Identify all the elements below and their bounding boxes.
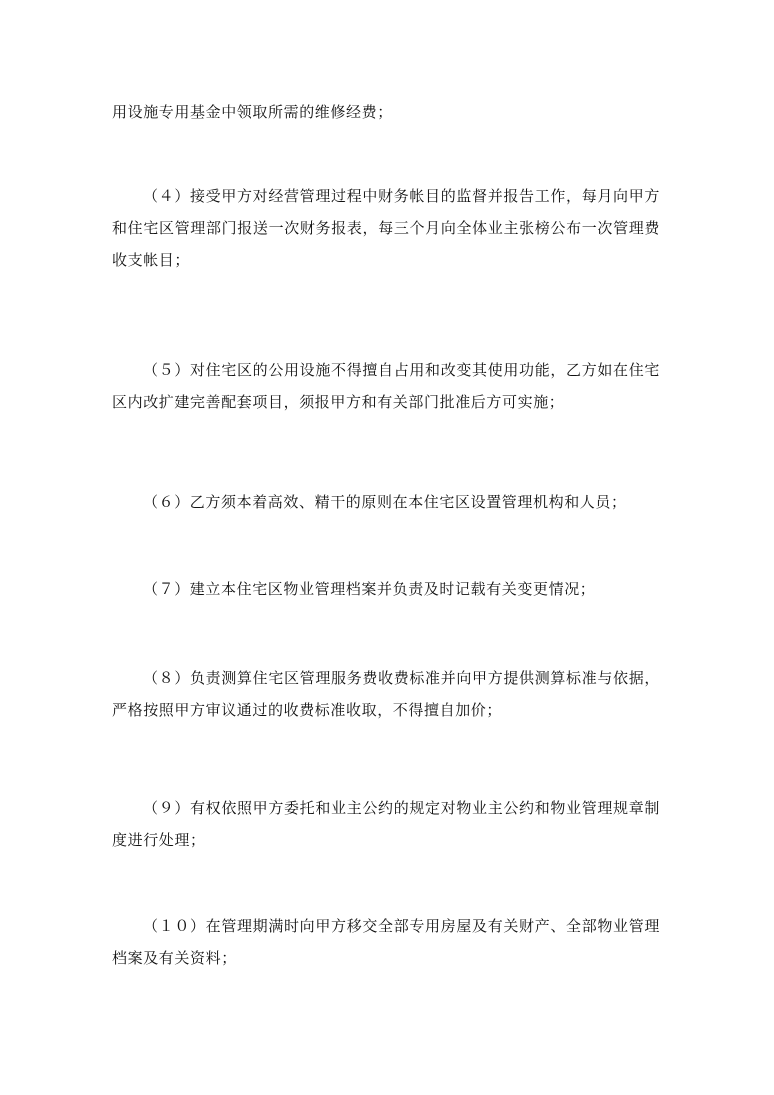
paragraph-item-7: （７）建立本住宅区物业管理档案并负责及时记载有关变更情况； bbox=[143, 580, 596, 598]
paragraph-item-6: （６）乙方须本着高效、精干的原则在本住宅区设置管理机构和人员； bbox=[143, 493, 627, 511]
paragraph-item-8: （８）负责测算住宅区管理服务费收费标准并向甲方提供测算标准与依据，严格按照甲方审议通过的收费标准收取，不得擅自加价； bbox=[112, 669, 660, 719]
paragraph-item-10: （１０）在管理期满时向甲方移交全部专用房屋及有关财产、全部物业管理档案及有关资料； bbox=[112, 917, 660, 967]
paragraph-item-9: （９）有权依照甲方委托和业主公约的规定对物业主公约和物业管理规章制度进行处理； bbox=[112, 799, 660, 849]
paragraph-item-4: （４）接受甲方对经营管理过程中财务帐目的监督并报告工作，每月向甲方和住宅区管理部门报送一次财务报表，每三个月向全体业主张榜公布一次管理费收支帐目； bbox=[112, 187, 660, 269]
paragraph-item-5: （５）对住宅区的公用设施不得擅自占用和改变其使用功能，乙方如在住宅区内改扩建完善配套项目，须报甲方和有关部门批准后方可实施； bbox=[112, 361, 660, 411]
paragraph-continuation: 用设施专用基金中领取所需的维修经费； bbox=[112, 103, 393, 121]
